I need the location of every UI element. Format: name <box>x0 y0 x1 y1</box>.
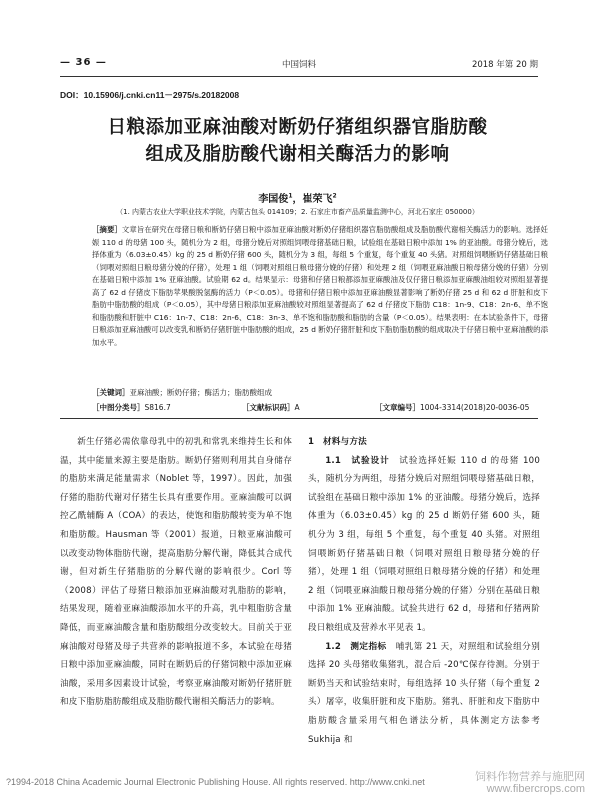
author-name: 崔荣飞 <box>302 194 333 205</box>
body-column-right <box>308 433 540 749</box>
page-number: — 36 — <box>60 57 107 68</box>
classification-row <box>92 402 548 415</box>
body-column-left <box>60 433 292 712</box>
title-line-2: 组成及脂肪酸代谢相关酶活力的影响 <box>145 144 450 165</box>
doi[interactable]: DOI：10.15906/j.cnki.cn11－2975/s.20182008 <box>60 90 240 100</box>
abstract-text: 文章旨在研究在母猪日粮和断奶仔猪日粮中添加亚麻油酸对断奶仔猪组织器官脂肪酸组成及脂肪酸代谢相关酶活力的影响。选择妊娠 110 d 的母猪 100 头，随机分为 2 组，母猪分娩后对照组饲喂母猪基础日粮，试验组在基础日粮中添加 1% 的亚油酸。母猪分娩后，选择体重为（6.03±0.45）kg 的 25 d 断奶仔猪 600 头，随机分为 3 组，每组 5 个重复，每个重复 40 头猪。对照组饲喂断奶仔猪基础日粮（饲喂对照组日粮母猪分娩的仔猪），处理 1 组（饲喂对照组日粮母猪分娩的仔猪）和处理 2 组（饲喂亚麻油酸日粮母猪分娩的仔猪）分别在基础日粮中添加 1% 亚麻油酸。试验期 62 d。结果显示：母猪和仔猪日粮都添加亚麻酸油及仅仔猪日粮添加亚麻酸油组较对照组显著提高了 62 d 仔猪皮下脂肪苹果酸脱氢酶的活力（P＜0.05）。母猪和仔猪日粮中添加亚麻油酸显著影响了断奶仔猪 25 d 和 62 d 肝脏和皮下脂肪中脂肪酸的组成（P＜0.05），其中母猪日粮添加亚麻油酸较对照组显著提高了 62 d 仔猪皮下脂肪 C18：1n-9、C18：2n-6、单不饱和脂肪酸和肝脏中 C16：1n-7、C18：2n-6、C18：3n-3、单不饱和脂肪酸和脂肪的含量（P＜0.05）。结果表明：在本试验条件下，母猪日粮添加亚麻油酸可以改变乳和断奶仔猪肝脏中脂肪酸的组成，25 d 断奶仔猪肝脏和皮下脂肪脂肪酸的组成取决于仔猪日粮中亚麻油酸的添加水平。 <box>92 225 548 347</box>
paragraph-text: 试验选择妊娠 110 d 的母猪 100 头，随机分为两组，母猪分娩后对照组饲喂母猪基础日粮，试验组在基础日粮中添加 1% 的亚油酸。母猪分娩后，选择体重为（6.03±0.45）kg 的 25 d 断奶仔猪 600 头，随机分为 3 组，每组 5 个重复，每个重复 40 头猪。对照组饲喂断奶仔猪基础日粮（饲喂对照组日粮母猪分娩的仔猪），处理 1 组（饲喂对照组日粮母猪分娩的仔猪）和处理 2 组（饲喂亚麻油酸日粮母猪分娩的仔猪）分别在基础日粮中添加 1% 亚麻油酸。试验共进行 62 d，母猪和仔猪两阶段日粮组成及营养水平见表 1。 <box>308 455 540 633</box>
abstract-divider <box>60 418 538 419</box>
watermark: 饲料作物营养与施肥网 www.fibercrops.com <box>475 771 585 795</box>
keywords-label: ［关键词］ <box>92 388 130 397</box>
subsection-heading: 1.1 试验设计 <box>325 455 390 466</box>
journal-name: 中国饲料 <box>281 60 316 70</box>
header-divider <box>60 76 538 77</box>
copyright-notice: ?1994-2018 China Academic Journal Electronic Publishing House. All rights reserved. http://www.cnki.net <box>6 777 425 787</box>
running-header <box>60 57 538 73</box>
title-line-1: 日粮添加亚麻油酸对断奶仔猪组织器官脂肪酸 <box>107 117 488 138</box>
abstract-label: ［摘要］ <box>92 225 122 234</box>
intro-paragraph: 新生仔猪必需依靠母乳中的初乳和常乳来维持生长和体温，其中能量来源主要是脂肪。断奶仔猪则利用其自身储存的脂肪来满足能量需求（Noblet 等，1997）。因此，加强仔猪的脂肪代谢对仔猪生长具有重要作用。亚麻油酸可以调控乙酰辅酶 A（COA）的表达，使饱和脂肪酸转变为单不饱和脂肪酸。Hausman 等（2001）报道，日粮亚麻油酸可以改变动物体脂肪代谢，提高脂肪分解代谢，降低其合成代谢，但对新生仔猪脂肪的分解代谢的影响很少。Corl 等（2008）评估了母猪日粮添加亚麻油酸对乳脂肪的影响，结果发现，随着亚麻油酸添加水平的升高，乳中粗脂肪含量降低，而亚麻油酸含量和脂肪酸组分改变较大。目前关于亚麻油酸对母猪及母子共营养的影响报道不多，本试验在母猪日粮中添加亚麻油酸，同时在断奶后的仔猪饲粮中添加亚麻油酸，采用多因素设计试验，考察亚麻油酸对断奶仔猪肝脏和皮下脂肪脂肪酸组成及脂肪酸代谢相关酶活力的影响。 <box>60 437 292 708</box>
doc-label: ［文献标识码］ <box>242 403 295 412</box>
issue-label: 2018 年第 20 期 <box>471 60 538 70</box>
doc-value: A <box>294 403 300 412</box>
clc-code <box>92 402 171 413</box>
article-number <box>375 402 529 413</box>
article-title <box>40 114 555 168</box>
page-footer <box>0 771 595 795</box>
paragraph-1-2 <box>308 638 540 750</box>
article-label: ［文章编号］ <box>375 403 420 412</box>
author-affil-mark: 1 <box>288 192 293 200</box>
clc-label: ［中图分类号］ <box>92 403 145 412</box>
subsection-heading: 1.2 测定指标 <box>325 641 387 652</box>
section-heading: 1 材料与方法 <box>308 437 367 447</box>
paragraph-text: 哺乳第 21 天，对照组和试验组分别选择 20 头母猪收集猪乳，混合后 -20℃保存待测。分别于断奶当天和试验结束时，每组选择 10 头仔猪（每个重复 2 头）屠宰，收集肝脏和皮下脂肪。猪乳、肝脏和皮下脂肪中脂肪酸含量采用气相色谱法分析，具体测定方法参考 Sukhija 和 <box>308 641 540 745</box>
paragraph-1-1 <box>308 452 540 638</box>
doc-code <box>242 402 300 413</box>
author-separator: ， <box>292 194 303 205</box>
author-list <box>0 190 595 205</box>
keywords <box>92 387 272 398</box>
affiliations: （1. 内蒙古农业大学职业技术学院，内蒙古包头 014109；2. 石家庄市畜产品质量监测中心，河北石家庄 050000） <box>116 208 479 216</box>
author-name: 李国俊 <box>258 194 289 205</box>
keywords-text: 亚麻油酸；断奶仔猪；酶活力；脂肪酸组成 <box>129 388 272 397</box>
author-affil-mark: 2 <box>332 192 337 200</box>
clc-value: S816.7 <box>144 403 171 412</box>
abstract <box>92 224 548 349</box>
article-value: 1004-3314(2018)20-0036-05 <box>420 403 530 412</box>
